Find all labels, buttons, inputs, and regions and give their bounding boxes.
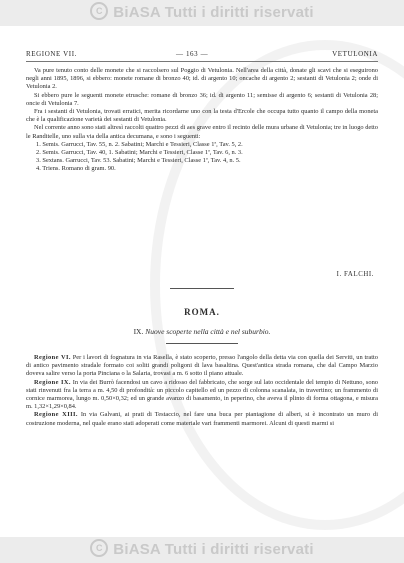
list-item: 2. Semis. Garrucci, Tav. 40, 1. Sabatini; Marchi e Tessieri, Classe 1ª, Tav. 6, n. 3. [36,149,243,157]
region-label: Regione VI. [34,354,71,361]
author-signature: I. FALCHI. [336,271,374,278]
list-item: 4. Triens. Romano di gram. 90. [36,165,116,173]
divider [166,343,238,344]
paragraph [26,411,378,427]
list-item: 3. Sextans. Garrucci, Tav. 53. Sabatini; Marchi e Tessieri, Classe 1ª, Tav. 4, n. 5. [36,157,241,165]
header-rule [26,61,378,62]
region-label: Regione IX. [34,378,71,386]
copyright-logo-icon: C [90,2,108,20]
body-text-block [26,354,378,428]
watermark-text: BiASA Tutti i diritti riservati [113,4,314,21]
paragraph: Si ebbero pure le seguenti monete etrusche: romane di bronzo 36; id. di argento 11; semisse di argento 6; sestanti di Vetulonia 28; oncie di Vetulonia 7. [26,91,378,107]
paragraph: Va pure tenuto conto delle monete che si raccolsero sul Poggio di Vetulonia. Nell'area della città, donate gli scavi che si eseguirono negli anni 1895, 1896, si ebbero: monete romane di bronzo 40; id. di argento 10; oncache di argento 2; sestanti di Vetulonia 2; onde di Vetulonia 2. [26,67,378,91]
watermark-band-top [0,0,404,26]
header-region: REGIONE VII. [26,50,78,58]
divider [170,288,234,289]
paragraph-text: Per i lavori di fognatura in via Rasella, è stato scoperto, presso l'angolo della detta via con quella dei Serviti, un tratto di antico pavimento stradale formato coi soliti grandi poligoni di lava basaltina. Quest'antica strada romana, che dal Campo Marzio doveva salire verso la porta Pinciana o la Salaria, trovasi a m. 6 sotto il piano attuale. [26,354,378,378]
paragraph-text: In via Galvani, ai prati di Testaccio, nel fare una buca per piantagione di alberi, si è incontrato un muro di costruzione moderna, nel quale erano stati adoperati come materiale vari frammenti marmorei. Alcuni di questi marmi si [26,411,378,427]
paragraph [26,354,378,379]
paragraph: Fra i sestanti di Vetulonia, trovati erratici, merita ricordarne uno con la testa d'Ercole che occupa tutto quanto il campo della moneta che è la qualificazione varietà dei sestanti di Vetulonia. [26,108,378,124]
page-number: — 163 — [176,50,209,58]
intro-text-block [26,67,378,174]
copyright-logo-icon: C [90,539,108,557]
section-title: ROMA. [184,307,220,317]
coin-list [26,141,378,174]
paragraph-text: In via dei Burrò facendosi un cavo a ridosso del fabbricato, che sorge sul lato occidentale del tempio di Nettuno, sono stati rinvenuti fra la terra a m. 4,50 di profondità: un piccolo capitello ed un pezzo di colonna scanalata, in travertino; un frammento di cornice marmorea, lungo m. 0,50×0,32; ed un grande avanzo di basamento, in peperino, che aveva il plinto di forma ottagona, e misura m. 1,32×1,29×0,84. [26,378,378,411]
watermark-text: BiASA Tutti i diritti riservati [113,541,314,558]
region-label: Regione XIII. [34,411,78,419]
paragraph: Nel corrente anno sono stati altresì raccolti quattro pezzi di aes grave entro il recinto delle mura urbane di Vetulonia; tre in luogo detto le Randitelle, uno sulla via della antica decumana, e sono i seguenti: [26,124,378,140]
header-place: VETULONIA [332,50,378,58]
section-number: IX. [133,327,144,336]
paragraph [26,379,378,412]
section-subtitle [0,327,404,336]
section-subtitle-text: Nuove scoperte nella città e nel suburbio. [145,327,271,336]
watermark-band-bottom [0,537,404,563]
list-item: 1. Semis. Garrucci, Tav. 55, n. 2. Sabatini; Marchi e Tessieri, Classe 1ª, Tav. 5, 2. [36,140,243,148]
